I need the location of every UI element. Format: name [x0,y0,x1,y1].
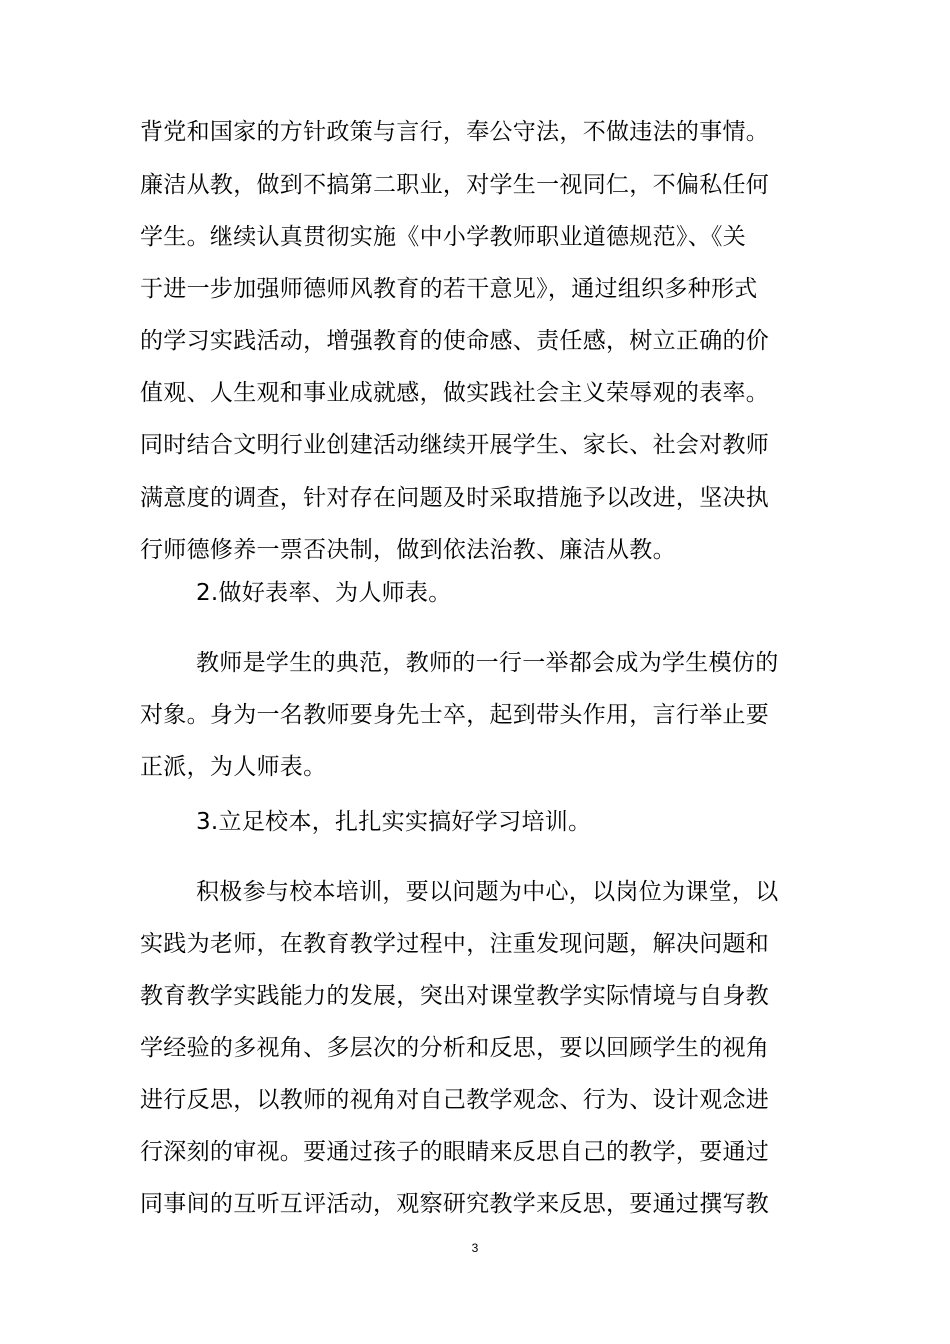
paragraph-line: 同时结合文明行业创建活动继续开展学生、家长、社会对教师 [140,432,770,458]
paragraph-line: 背党和国家的方针政策与言行，奉公守法，不做违法的事情。 [140,119,770,145]
paragraph-line: 的学习实践活动，增强教育的使命感、责任感，树立正确的价 [140,328,770,354]
paragraph-line: 对象。身为一名教师要身先士卒，起到带头作用，言行举止要 [140,702,770,728]
paragraph-line: 满意度的调查，针对存在问题及时采取措施予以改进，坚决执 [140,485,770,511]
paragraph-line: 于进一步加强师德师风教育的若干意见》，通过组织多种形式 [140,276,758,302]
page-number: 3 [471,1241,479,1255]
paragraph-line: 教育教学实践能力的发展，突出对课堂教学实际情境与自身教 [140,983,770,1009]
paragraph-line: 进行反思，以教师的视角对自己教学观念、行为、设计观念进 [140,1087,770,1113]
paragraph-line: 积极参与校本培训，要以问题为中心，以岗位为课堂，以 [196,879,779,905]
paragraph-line: 廉洁从教，做到不搞第二职业，对学生一视同仁，不偏私任何 [140,172,770,198]
paragraph-line: 正派，为人师表。 [140,754,327,780]
paragraph-line: 实践为老师，在教育教学过程中，注重发现问题，解决问题和 [140,931,770,957]
paragraph-line: 行师德修养一票否决制，做到依法治教、廉洁从教。 [140,537,676,563]
section-heading: 3.立足校本，扎扎实实搞好学习培训。 [196,809,592,835]
paragraph-line: 学生。继续认真贯彻实施《中小学教师职业道德规范》、《关 [140,224,747,250]
paragraph-line: 行深刻的审视。要通过孩子的眼睛来反思自己的教学，要通过 [140,1139,770,1165]
paragraph-line: 值观、人生观和事业成就感，做实践社会主义荣辱观的表率。 [140,380,770,406]
paragraph-line: 学经验的多视角、多层次的分析和反思，要以回顾学生的视角 [140,1035,770,1061]
section-heading: 2.做好表率、为人师表。 [196,580,452,606]
paragraph-line: 同事间的互听互评活动，观察研究教学来反思，要通过撰写教 [140,1191,770,1217]
paragraph-line: 教师是学生的典范，教师的一行一举都会成为学生模仿的 [196,650,779,676]
